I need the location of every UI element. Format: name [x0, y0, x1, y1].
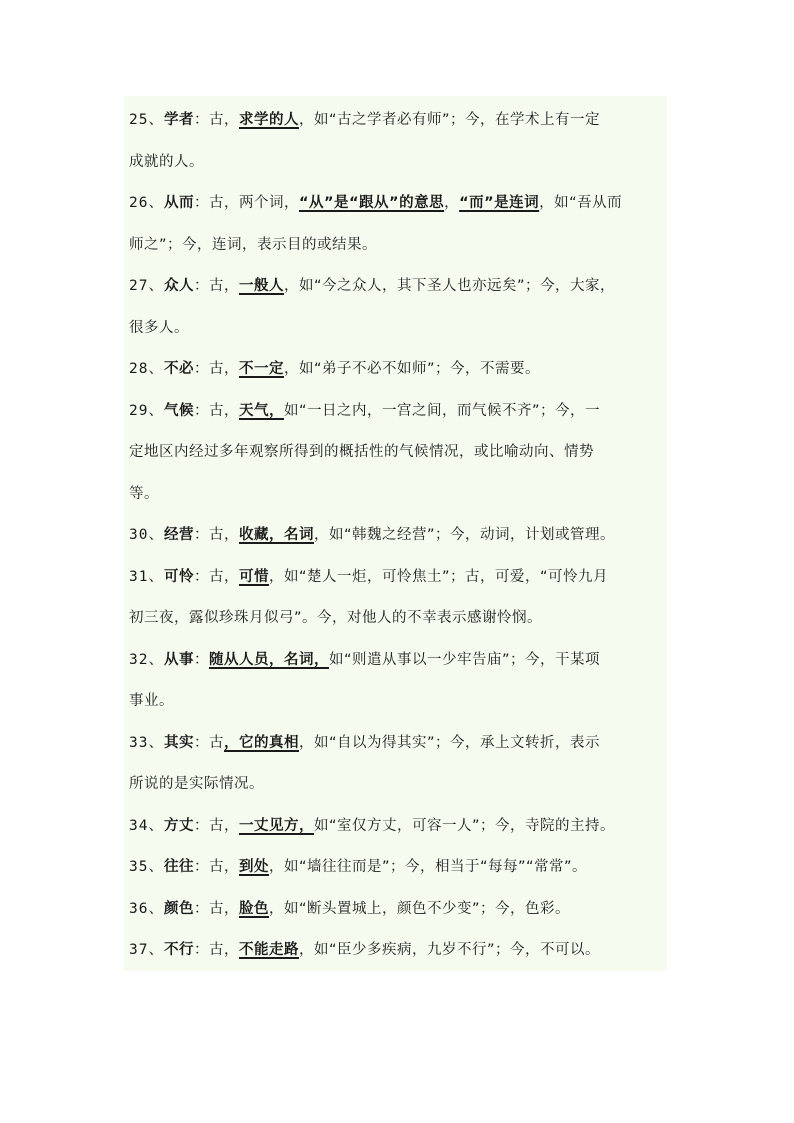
underlined-meaning: 收藏，名词	[238, 527, 314, 543]
entry-term: 方丈	[163, 817, 194, 834]
entry-term: 不行	[163, 942, 194, 958]
entry-term: 可怜	[163, 568, 194, 585]
entry-continuation: 很多人。	[129, 319, 189, 336]
entry-text: 如“室仅方丈，可容一人”；今，寺院的主持。	[313, 817, 615, 834]
entry-text: 如“一日之内，一宫之间，而气候不齐”；今，一	[283, 402, 600, 419]
entry-text: 古，	[208, 112, 239, 128]
entry-continuation: 等。	[129, 485, 159, 502]
entry-number: 32、	[129, 651, 164, 668]
entry-number: 37、	[129, 942, 164, 958]
entry-term: 气候	[163, 402, 194, 419]
entry-text: ，如“弟子不必不如师”；今，不需要。	[283, 361, 540, 377]
entry-separator: ：	[193, 859, 209, 875]
entry-number: 35、	[129, 859, 164, 875]
entry-separator: ：	[193, 527, 209, 543]
entry-separator: ：	[193, 900, 209, 917]
entry-text: 古，	[208, 900, 239, 917]
entry-term: 从事	[163, 651, 194, 668]
entry-separator: ：	[193, 651, 209, 668]
entry-text: ，如“墙往往而是”；今，相当于“每每”“常常”。	[268, 859, 588, 875]
entry-separator: ：	[193, 568, 209, 585]
entry-28	[129, 349, 674, 391]
entry-text: 古，	[208, 361, 239, 377]
underlined-meaning: 不一定	[238, 361, 284, 377]
entry-text: 古，	[208, 402, 239, 419]
entry-text: ，	[444, 195, 460, 211]
underlined-meaning: 可惜	[238, 568, 269, 585]
underlined-meaning: “从”是“跟从”的意思	[298, 195, 445, 211]
underlined-meaning: “而”是连词	[459, 195, 540, 211]
entry-number: 26、	[129, 195, 164, 211]
entry-continuation: 师之”；今，连词，表示目的或结果。	[129, 236, 378, 253]
entry-text: 古，两个词，	[208, 195, 299, 211]
entry-27	[129, 266, 674, 308]
entry-term: 往往	[163, 859, 194, 875]
entry-text: ，如“自以为得其实”；今，承上文转折，表示	[298, 734, 600, 751]
entry-text: ，如“臣少多疾病，九岁不行”；今，不可以。	[298, 942, 600, 958]
entry-separator: ：	[193, 361, 209, 377]
entry-text: 如“则遣从事以一少牢告庙”；今，干某项	[328, 651, 600, 668]
entry-37	[129, 930, 674, 972]
entry-separator: ：	[193, 195, 209, 211]
entry-text: 古，	[208, 568, 239, 585]
entry-separator: ：	[193, 402, 209, 419]
underlined-meaning: 脸色	[238, 900, 269, 917]
entry-continuation: 事业。	[129, 693, 174, 709]
underlined-meaning: 一般人	[238, 278, 284, 294]
entry-term: 颜色	[163, 900, 194, 917]
entry-text: 古，	[208, 527, 239, 543]
entry-32	[129, 640, 674, 682]
entry-term: 众人	[163, 278, 194, 294]
entry-text: ，如“韩魏之经营”；今，动词，计划或管理。	[313, 527, 615, 543]
entry-number: 31、	[129, 568, 164, 585]
entry-term: 学者	[163, 112, 194, 128]
entry-text: 古	[208, 734, 224, 751]
entry-list	[129, 100, 674, 972]
entry-text: 古，	[208, 859, 239, 875]
entry-34	[129, 806, 674, 848]
entry-number: 29、	[129, 402, 164, 419]
entry-continuation: 初三夜，露似珍珠月似弓”。今，对他人的不幸表示感谢怜悯。	[129, 610, 543, 626]
entry-35	[129, 847, 674, 889]
entry-25	[129, 100, 674, 142]
underlined-meaning: 到处	[238, 859, 269, 875]
entry-text: ，如“楚人一炬，可怜焦土”；古，可爱，“可怜九月	[268, 568, 609, 585]
entry-text: 古，	[208, 817, 239, 834]
entry-text: ，如“今之众人，其下圣人也亦远矣”；今，大家，	[283, 278, 615, 294]
underlined-meaning: 不能走路	[238, 942, 299, 958]
underlined-meaning: 随从人员，名词，	[208, 651, 329, 668]
entry-continuation: 成就的人。	[129, 153, 204, 170]
entry-number: 27、	[129, 278, 164, 294]
entry-number: 36、	[129, 900, 164, 917]
entry-number: 33、	[129, 734, 164, 751]
entry-separator: ：	[193, 112, 209, 128]
entry-text: ，如“古之学者必有师”；今，在学术上有一定	[298, 112, 600, 128]
underlined-meaning: ，它的真相	[223, 734, 299, 751]
entry-continuation: 所说的是实际情况。	[129, 776, 264, 792]
entry-text: ，如“吾从而	[539, 195, 623, 211]
entry-number: 34、	[129, 817, 164, 834]
entry-term: 其实	[163, 734, 194, 751]
entry-term: 经营	[163, 527, 194, 543]
entry-text: 古，	[208, 278, 239, 294]
underlined-meaning: 一丈见方，	[238, 817, 314, 834]
entry-text: ，如“断头置城上，颜色不少变”；今，色彩。	[268, 900, 570, 917]
entry-number: 30、	[129, 527, 164, 543]
entry-continuation: 定地区内经过多年观察所得到的概括性的气候情况，或比喻动向、情势	[129, 444, 594, 460]
entry-separator: ：	[193, 942, 209, 958]
underlined-meaning: 求学的人	[238, 112, 299, 128]
entry-33	[129, 723, 674, 765]
entry-separator: ：	[193, 817, 209, 834]
entry-31	[129, 557, 674, 599]
entry-number: 28、	[129, 361, 164, 377]
entry-text: 古，	[208, 942, 239, 958]
entry-36	[129, 889, 674, 931]
entry-separator: ：	[193, 734, 209, 751]
underlined-meaning: 天气，	[238, 402, 284, 419]
entry-term: 从而	[163, 195, 194, 211]
entry-separator: ：	[193, 278, 209, 294]
entry-term: 不必	[163, 361, 194, 377]
entry-30	[129, 515, 674, 557]
entry-29	[129, 391, 674, 433]
entry-26	[129, 183, 674, 225]
entry-number: 25、	[129, 112, 164, 128]
